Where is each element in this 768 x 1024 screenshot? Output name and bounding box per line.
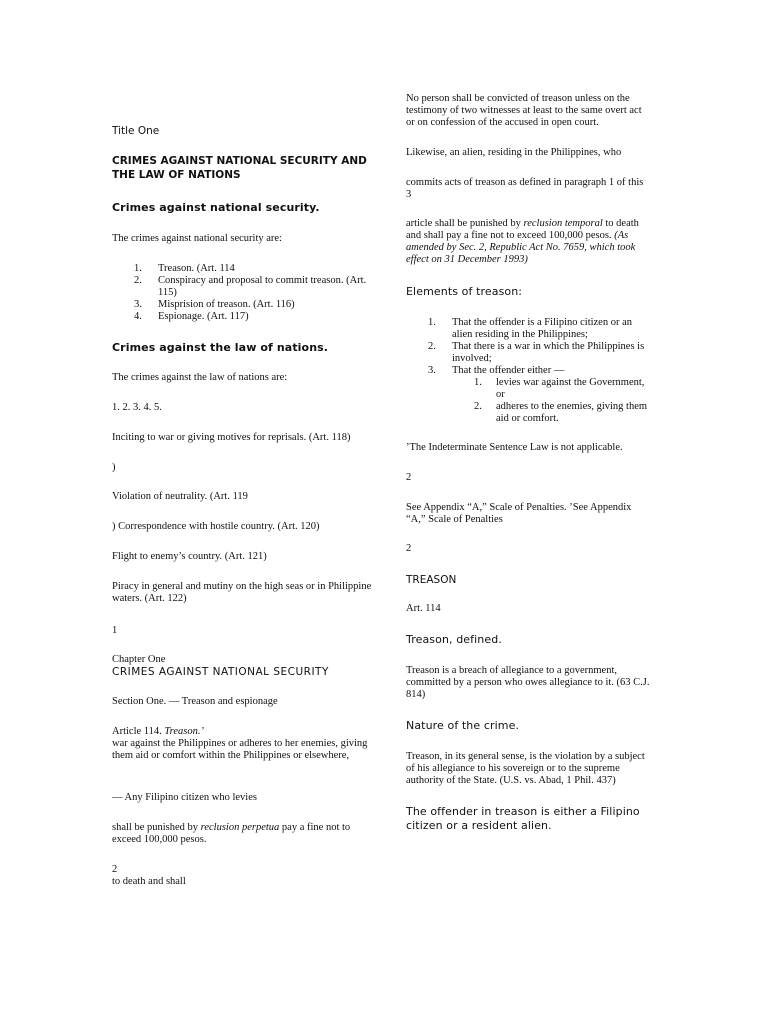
paragraph-offender: The offender in treason is either a Filipino citizen or a resident alien.: [406, 805, 640, 832]
article-label: Article 114.: [112, 726, 162, 737]
footnote-number: 2: [406, 543, 412, 554]
list-item: 3. That the offender either —: [428, 365, 565, 376]
paragraph-reclusion-temporal: article shall be punished by reclusion temporal to death and shall pay a fine not to exceed 100,000 pesos. (As amended by Sec. 2, Republic Act No. 7659, which took effect on 31 December 1993): [406, 218, 639, 265]
paragraph-numbers: 1. 2. 3. 4. 5.: [112, 402, 162, 413]
paragraph-commits-acts: commits acts of treason as defined in paragraph 1 of this 3: [406, 177, 644, 200]
penalty-italic: reclusion temporal: [523, 218, 603, 229]
list-item: 2. adheres to the enemies, giving them aid or comfort.: [474, 401, 648, 424]
list-item: 1. Treason. (Art. 114: [134, 263, 235, 274]
chapter-label: Chapter One: [112, 654, 166, 665]
paragraph-two-witnesses: No person shall be convicted of treason unless on the testimony of two witnesses at least to the same overt act or on confession of the accused in open court.: [406, 93, 642, 128]
footnote-number: 2 to death and shall: [112, 864, 186, 887]
paragraph-piracy: Piracy in general and mutiny on the high seas or in Philippine waters. (Art. 122): [112, 581, 372, 604]
article-title: Treason.’: [164, 726, 204, 737]
paragraph-neutrality: Violation of neutrality. (Art. 119: [112, 491, 248, 502]
paragraph-national-security-intro: The crimes against national security are:: [112, 233, 282, 244]
paragraph-nature: Treason, in its general sense, is the violation by a subject of his allegiance to his sovereign or to the supreme authority of the State. (U.S. vs. Abad, 1 Phil. 437): [406, 751, 645, 786]
amendment-note: (As amended by Sec. 2, Republic Act No. 7659, which took effect on 31 December 1993): [406, 230, 636, 265]
nature-heading: Nature of the crime.: [406, 719, 520, 732]
list-national-security-crimes: [112, 263, 374, 323]
chapter-title: CRIMES AGAINST NATIONAL SECURITY: [112, 666, 329, 678]
list-item: 2. Conspiracy and proposal to commit treason. (Art. 115): [134, 275, 367, 298]
paragraph-correspondence: ) Correspondence with hostile country. (Art. 120): [112, 521, 320, 532]
subheading-law-of-nations: Crimes against the law of nations.: [112, 341, 329, 354]
sublist-offender-acts: [406, 377, 651, 425]
footnote-number: 2: [406, 472, 412, 483]
section-heading: Section One. — Treason and espionage: [112, 696, 278, 707]
article-label: Art. 114: [406, 603, 441, 614]
paragraph-law-of-nations-intro: The crimes against the law of nations are:: [112, 372, 288, 383]
article-body: war against the Philippines or adheres to her enemies, giving them aid or comfort within the Philippines or elsewhere,: [112, 738, 368, 761]
list-item: 3. Misprision of treason. (Art. 116): [134, 299, 295, 310]
page-number: 1: [112, 625, 118, 636]
title-heading-line2: THE LAW OF NATIONS: [112, 169, 241, 181]
elements-heading: Elements of treason:: [406, 285, 523, 298]
title-heading: [112, 154, 374, 182]
title-heading-line1: CRIMES AGAINST NATIONAL SECURITY AND: [112, 155, 367, 167]
article-114: [112, 726, 374, 762]
paragraph-appendix: See Appendix “A,” Scale of Penalties. ’See Appendix “A,” Scale of Penalties: [406, 502, 632, 525]
list-item: 1. levies war against the Government, or: [474, 377, 645, 400]
paragraph-penalty: shall be punished by reclusion perpetua pay a fine not to exceed 100,000 pesos.: [112, 822, 351, 845]
paragraph-indeterminate: ’The Indeterminate Sentence Law is not applicable.: [406, 442, 623, 453]
penalty-italic: reclusion perpetua: [200, 822, 280, 833]
paragraph-filipino-citizen: — Any Filipino citizen who levies: [112, 792, 257, 803]
paragraph-inciting-war: Inciting to war or giving motives for reprisals. (Art. 118): [112, 432, 351, 443]
list-elements-of-treason: [406, 317, 651, 377]
paragraph-definition: Treason is a breach of allegiance to a government, committed by a person who owes allegiance to it. (63 C.J. 814): [406, 665, 650, 700]
list-item: 1. That the offender is a Filipino citizen or an alien residing in the Philippines;: [428, 317, 633, 340]
paragraph-paren: ): [112, 462, 116, 473]
treason-heading: TREASON: [406, 574, 457, 586]
title-one: Title One: [112, 125, 160, 137]
paragraph-alien: Likewise, an alien, residing in the Philippines, who: [406, 147, 622, 158]
paragraph-flight: Flight to enemy’s country. (Art. 121): [112, 551, 267, 562]
subheading-national-security: Crimes against national security.: [112, 201, 320, 214]
list-item: 2. That there is a war in which the Philippines is involved;: [428, 341, 645, 364]
list-item: 4. Espionage. (Art. 117): [134, 311, 249, 322]
treason-defined-heading: Treason, defined.: [406, 633, 502, 646]
